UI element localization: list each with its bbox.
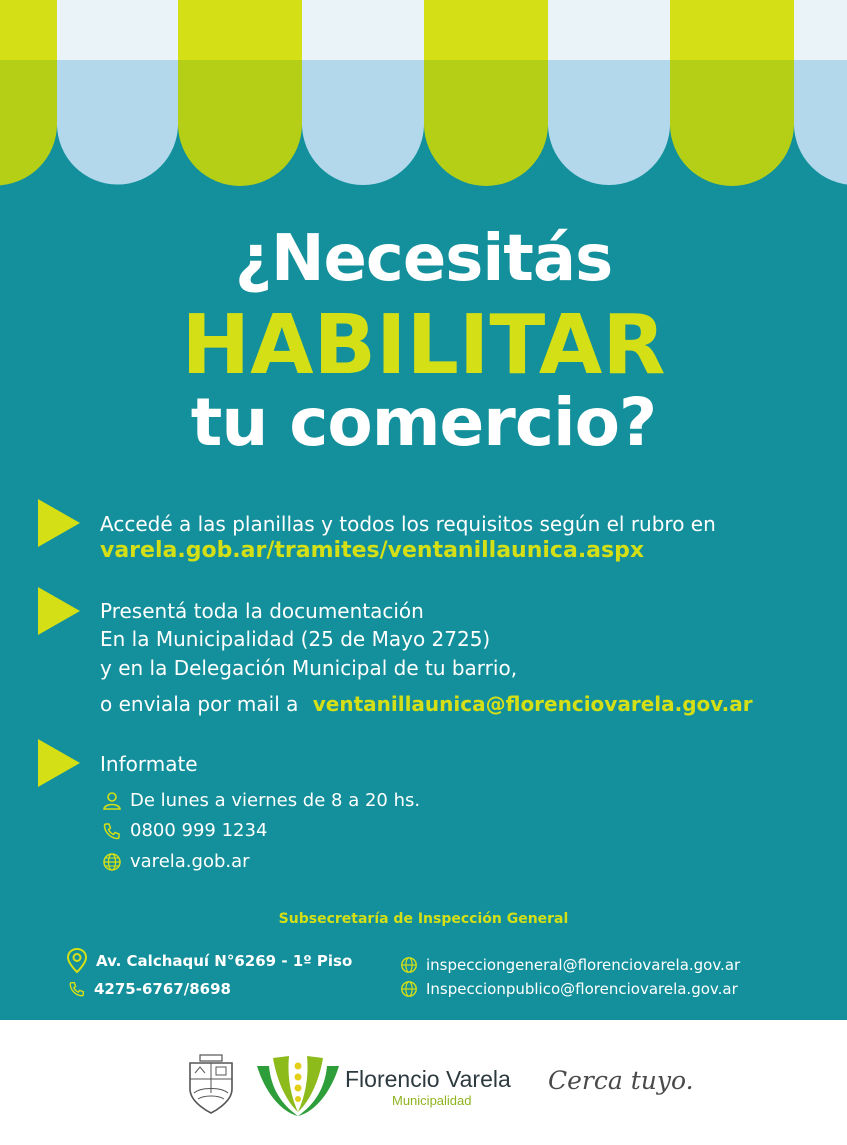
email1-text[interactable]: inspecciongeneral@florenciovarela.gov.ar — [426, 956, 741, 974]
step2-title: Presentá toda la documentación — [100, 599, 424, 623]
email2-text[interactable]: Inspeccionpublico@florenciovarela.gov.ar — [426, 980, 738, 998]
step2-line2: y en la Delegación Municipal de tu barrio, — [100, 656, 518, 680]
triangle-bullet-icon — [38, 739, 80, 787]
step3-title: Informate — [100, 752, 198, 776]
department-title: Subsecretaría de Inspección General — [278, 911, 569, 927]
web-row — [102, 851, 250, 872]
phone-icon — [68, 980, 86, 998]
slogan: Cerca tuyo. — [548, 1066, 694, 1095]
triangle-bullet-icon — [38, 499, 80, 547]
globe-icon — [400, 956, 418, 974]
ventanilla-email-link[interactable]: ventanillaunica@florenciovarela.gov.ar — [312, 692, 753, 716]
address-row — [66, 948, 352, 974]
phone-icon — [102, 821, 122, 841]
hours-text: De lunes a viernes de 8 a 20 hs. — [130, 790, 421, 811]
address-text: Av. Calchaquí N°6269 - 1º Piso — [96, 952, 353, 970]
step2-line1: En la Municipalidad (25 de Mayo 2725) — [100, 627, 491, 651]
globe-icon — [102, 852, 122, 872]
headline-habilitar: HABILITAR — [181, 298, 666, 393]
web-text[interactable]: varela.gob.ar — [130, 851, 250, 872]
triangle-bullet-icon — [38, 587, 80, 635]
phone-text[interactable]: 0800 999 1234 — [130, 820, 268, 841]
tramites-link[interactable]: varela.gob.ar/tramites/ventanillaunica.aspx — [100, 538, 645, 563]
municipal-logo-icon — [255, 1052, 341, 1118]
phone-row — [102, 820, 267, 841]
email1-row — [400, 956, 740, 974]
headline-comercio: tu comercio? — [190, 384, 657, 461]
step2-mail-prefix: o enviala por mail a — [100, 692, 299, 716]
coat-of-arms-icon — [186, 1053, 236, 1115]
email2-row — [400, 980, 738, 998]
brand-subtitle: Municipalidad — [392, 1093, 472, 1108]
location-pin-icon — [66, 948, 88, 974]
brand-name: Florencio Varela — [345, 1066, 511, 1092]
step2-line3 — [100, 690, 753, 718]
person-icon — [102, 791, 122, 811]
hours-row — [102, 790, 420, 811]
headline-question: ¿Necesitás — [234, 222, 613, 296]
globe-icon — [400, 980, 418, 998]
step1-text: Accedé a las planillas y todos los requisitos según el rubro en — [100, 512, 716, 536]
dept-phone-row — [68, 980, 231, 998]
awning-illustration — [0, 0, 847, 190]
dept-phone-text[interactable]: 4275-6767/8698 — [94, 980, 231, 998]
